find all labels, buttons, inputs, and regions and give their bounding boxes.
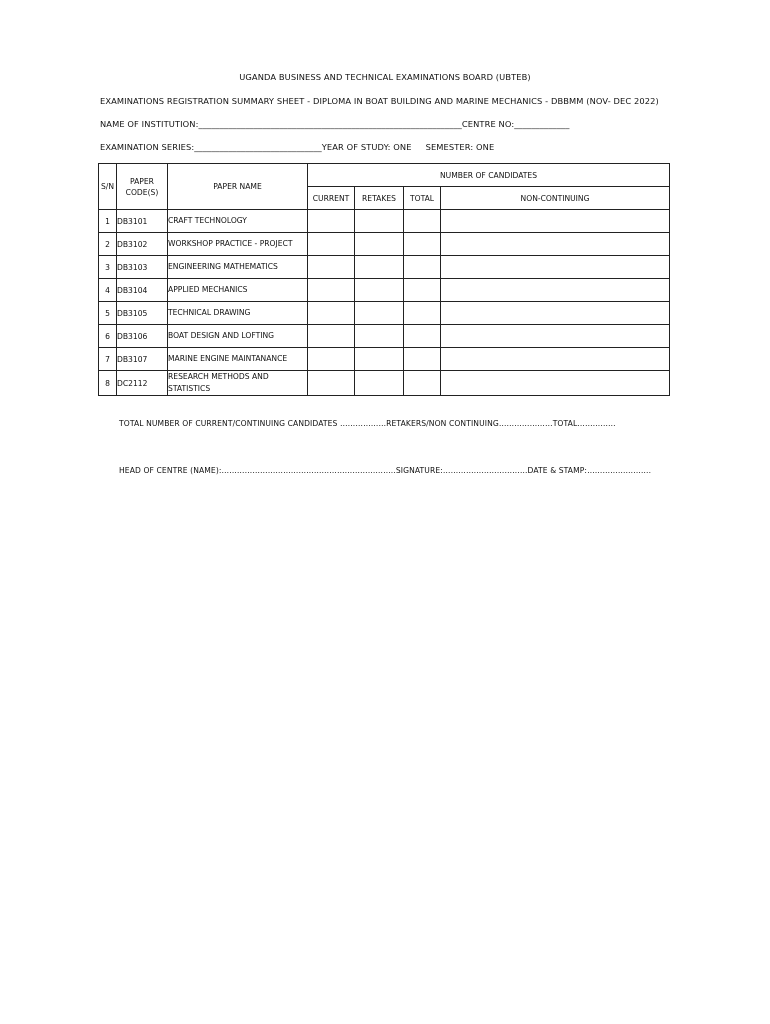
row-paper-name: APPLIED MECHANICS [168,279,308,302]
row-paper-name: WORKSHOP PRACTICE - PROJECT [168,233,308,256]
table-row [99,325,670,348]
row-sn: 1 [99,210,117,233]
row-paper-code: DB3107 [117,348,168,371]
table-row [99,348,670,371]
row-sn: 8 [99,371,117,396]
row-paper-name: MARINE ENGINE MAINTANANCE [168,348,308,371]
row-paper-code: DB3102 [117,233,168,256]
institution-line [100,119,569,129]
row-current-cell[interactable] [308,302,355,325]
header-paper-name: PAPER NAME [168,164,308,210]
institution-field[interactable]: ______________________________________________________________ [198,119,462,129]
row-current-cell[interactable] [308,233,355,256]
row-retakes-cell[interactable] [355,348,404,371]
centre-field[interactable]: _____________ [514,119,570,129]
row-retakes-cell[interactable] [355,371,404,396]
row-retakes-cell[interactable] [355,256,404,279]
row-non-continuing-cell[interactable] [441,371,670,396]
row-current-cell[interactable] [308,279,355,302]
year-of-study: YEAR OF STUDY: ONE [321,142,412,152]
header-retakes: RETAKES [355,187,404,210]
row-non-continuing-cell[interactable] [441,325,670,348]
row-sn: 7 [99,348,117,371]
row-current-cell[interactable] [308,210,355,233]
row-non-continuing-cell[interactable] [441,233,670,256]
row-paper-code: DB3105 [117,302,168,325]
header-sn: S/N [99,164,117,210]
header-paper-code [117,164,168,210]
row-total-cell[interactable] [404,256,441,279]
row-paper-code: DB3104 [117,279,168,302]
header-paper-code-line1: PAPER [130,176,154,186]
table-row [99,302,670,325]
row-total-cell[interactable] [404,302,441,325]
row-paper-code: DB3101 [117,210,168,233]
row-current-cell[interactable] [308,371,355,396]
table-row [99,210,670,233]
row-paper-code: DC2112 [117,371,168,396]
registration-table [98,163,670,396]
row-retakes-cell[interactable] [355,210,404,233]
row-non-continuing-cell[interactable] [441,279,670,302]
row-non-continuing-cell[interactable] [441,210,670,233]
row-sn: 3 [99,256,117,279]
row-current-cell[interactable] [308,348,355,371]
row-sn: 4 [99,279,117,302]
totals-line[interactable]: TOTAL NUMBER OF CURRENT/CONTINUING CANDIDATES ………………RETAKERS/NON CONTINUING…………………TOTAL…………… [119,419,616,428]
row-sn: 2 [99,233,117,256]
row-total-cell[interactable] [404,348,441,371]
table-row [99,371,670,396]
row-retakes-cell[interactable] [355,279,404,302]
row-non-continuing-cell[interactable] [441,348,670,371]
row-sn: 5 [99,302,117,325]
header-number-of-candidates: NUMBER OF CANDIDATES [308,164,670,187]
series-line [100,142,494,152]
row-retakes-cell[interactable] [355,302,404,325]
row-paper-name: BOAT DESIGN AND LOFTING [168,325,308,348]
row-current-cell[interactable] [308,256,355,279]
row-sn: 6 [99,325,117,348]
row-paper-name: CRAFT TECHNOLOGY [168,210,308,233]
row-paper-name: ENGINEERING MATHEMATICS [168,256,308,279]
row-total-cell[interactable] [404,233,441,256]
row-total-cell[interactable] [404,371,441,396]
header-total: TOTAL [404,187,441,210]
table-body [99,210,670,396]
semester: SEMESTER: ONE [425,142,495,152]
head-of-centre-line[interactable]: HEAD OF CENTRE (NAME):…………………………………………………………..SIGNATURE:……………………………DATE & STAMP:……………………. [119,466,652,475]
table-row [99,233,670,256]
row-non-continuing-cell[interactable] [441,302,670,325]
row-total-cell[interactable] [404,279,441,302]
row-total-cell[interactable] [404,210,441,233]
row-paper-name: TECHNICAL DRAWING [168,302,308,325]
institution-label: NAME OF INSTITUTION: [100,119,199,129]
header-non-continuing: NON-CONTINUING [441,187,670,210]
board-title: UGANDA BUSINESS AND TECHNICAL EXAMINATIONS BOARD (UBTEB) [239,72,531,82]
sheet-subtitle: EXAMINATIONS REGISTRATION SUMMARY SHEET - DIPLOMA IN BOAT BUILDING AND MARINE MECHANICS - DBBMM (NOV- DEC 2022) [100,96,659,106]
row-current-cell[interactable] [308,325,355,348]
row-retakes-cell[interactable] [355,325,404,348]
header-paper-code-line2: CODE(S) [125,187,159,197]
centre-label: CENTRE NO: [461,119,515,129]
header-current: CURRENT [308,187,355,210]
row-paper-code: DB3106 [117,325,168,348]
table-row [99,256,670,279]
row-non-continuing-cell[interactable] [441,256,670,279]
series-label: EXAMINATION SERIES: [100,142,195,152]
table-row [99,279,670,302]
row-retakes-cell[interactable] [355,233,404,256]
row-paper-name: RESEARCH METHODS AND STATISTICS [168,371,308,396]
row-paper-code: DB3103 [117,256,168,279]
series-field[interactable]: ______________________________ [194,142,322,152]
row-total-cell[interactable] [404,325,441,348]
